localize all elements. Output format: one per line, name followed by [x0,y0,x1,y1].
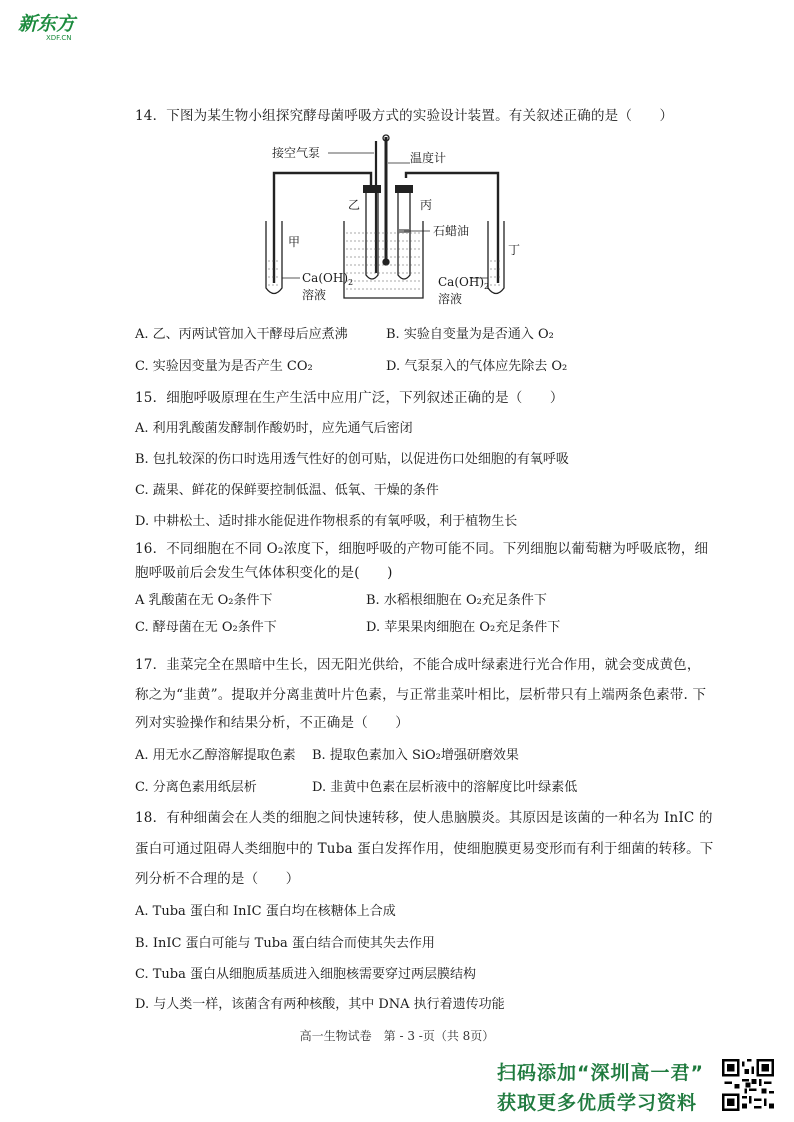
label-left-solution-2: 溶液 [302,288,327,302]
q15-option-a: A. 利用乳酸菌发酵制作酸奶时，应先通气后密闭 [135,421,413,436]
q17-option-b: B. 提取色素加入 SiO₂增强研磨效果 [312,748,519,763]
q14-option-a: A. 乙、丙两试管加入干酵母后应煮沸 [135,327,348,342]
label-tube-jia: 甲 [288,235,301,249]
label-tube-bing: 丙 [420,198,433,212]
experiment-apparatus-diagram [258,133,528,308]
q15-option-c: C. 蔬果、鲜花的保鲜要控制低温、低氧、干燥的条件 [135,483,439,498]
q18-option-b: B. InIC 蛋白可能与 Tuba 蛋白结合而使其失去作用 [135,936,435,951]
q18-option-d: D. 与人类一样，该菌含有两种核酸，其中 DNA 执行着遗传功能 [135,997,505,1012]
q18-option-c: C. Tuba 蛋白从细胞质基质进入细胞核需要穿过两层膜结构 [135,967,476,982]
q17-option-a: A. 用无水乙醇溶解提取色素 [135,748,296,763]
label-right-solution-2: 溶液 [438,292,463,306]
q14-option-b: B. 实验自变量为是否通入 O₂ [386,327,554,342]
question-16-stem-2: 胞呼吸前后会发生气体体积变化的是( ) [135,565,393,581]
question-18-stem-1: 18．有种细菌会在人类的细胞之间快速转移，使人患脑膜炎。其原因是该菌的一种名为 InIC 的 [135,810,713,826]
logo-sub-text: XDF.CN [46,34,72,42]
q16-option-c: C. 酵母菌在无 O₂条件下 [135,620,277,635]
logo-main-text: 新东方 [18,13,76,35]
promo-line-1: 扫码添加“深圳高一君” [497,1062,704,1084]
page-footer: 高一生物试卷 第 - 3 -页（共 8页） [299,1029,495,1043]
q14-option-d: D. 气泵泵入的气体应先除去 O₂ [386,359,568,374]
q18-option-a: A. Tuba 蛋白和 InIC 蛋白均在核糖体上合成 [135,904,396,919]
promo-line-2: 获取更多优质学习资料 [497,1092,698,1114]
q16-option-b: B. 水稻根细胞在 O₂充足条件下 [366,593,547,608]
qr-code[interactable] [722,1059,774,1111]
question-17-stem-3: 列对实验操作和结果分析，不正确是（ ） [135,715,409,731]
question-15-stem: 15．细胞呼吸原理在生产生活中应用广泛，下列叙述正确的是（ ） [135,390,564,406]
label-air-pump: 接空气泵 [272,146,321,160]
question-17-stem-1: 17．韭菜完全在黑暗中生长，因无阳光供给，不能合成叶绿素进行光合作用，就会变成黄色， [135,657,701,673]
label-tube-yi: 乙 [348,198,361,212]
q14-option-c: C. 实验因变量为是否产生 CO₂ [135,359,313,374]
label-tube-ding: 丁 [508,243,521,257]
question-16-stem-1: 16．不同细胞在不同 O₂浓度下，细胞呼吸的产物可能不同。下列细胞以葡萄糖为呼吸底物，细 [135,541,709,557]
q16-option-a: A 乳酸菌在无 O₂条件下 [135,593,273,608]
question-18-stem-3: 列分析不合理的是（ ） [135,871,300,887]
question-17-stem-2: 称之为“韭黄”。提取并分离韭黄叶片色素，与正常韭菜叶相比，层析带只有上端两条色素带. 下 [135,687,707,703]
label-right-solution: $Ca(OH)_2$ [438,275,490,291]
q17-option-d: D. 韭黄中色素在层析液中的溶解度比叶绿素低 [312,780,578,795]
q17-option-c: C. 分离色素用纸层析 [135,780,257,795]
label-left-solution: $Ca(OH)_2$ [302,271,354,287]
question-14-stem: 14．下图为某生物小组探究酵母菌呼吸方式的实验设计装置。有关叙述正确的是（ ） [135,108,674,124]
q15-option-d: D. 中耕松土、适时排水能促进作物根系的有氧呼吸，利于植物生长 [135,514,518,529]
q16-option-d: D. 苹果果肉细胞在 O₂充足条件下 [366,620,561,635]
label-thermometer: 温度计 [410,151,447,165]
q15-option-b: B. 包扎较深的伤口时选用透气性好的创可贴，以促进伤口处细胞的有氧呼吸 [135,452,569,467]
publisher-logo [18,14,90,44]
question-18-stem-2: 蛋白可通过阻碍人类细胞中的 Tuba 蛋白发挥作用，使细胞膜更易变形而有利于细菌的转移。下 [135,841,714,857]
label-paraffin-oil: 石蜡油 [433,224,470,238]
